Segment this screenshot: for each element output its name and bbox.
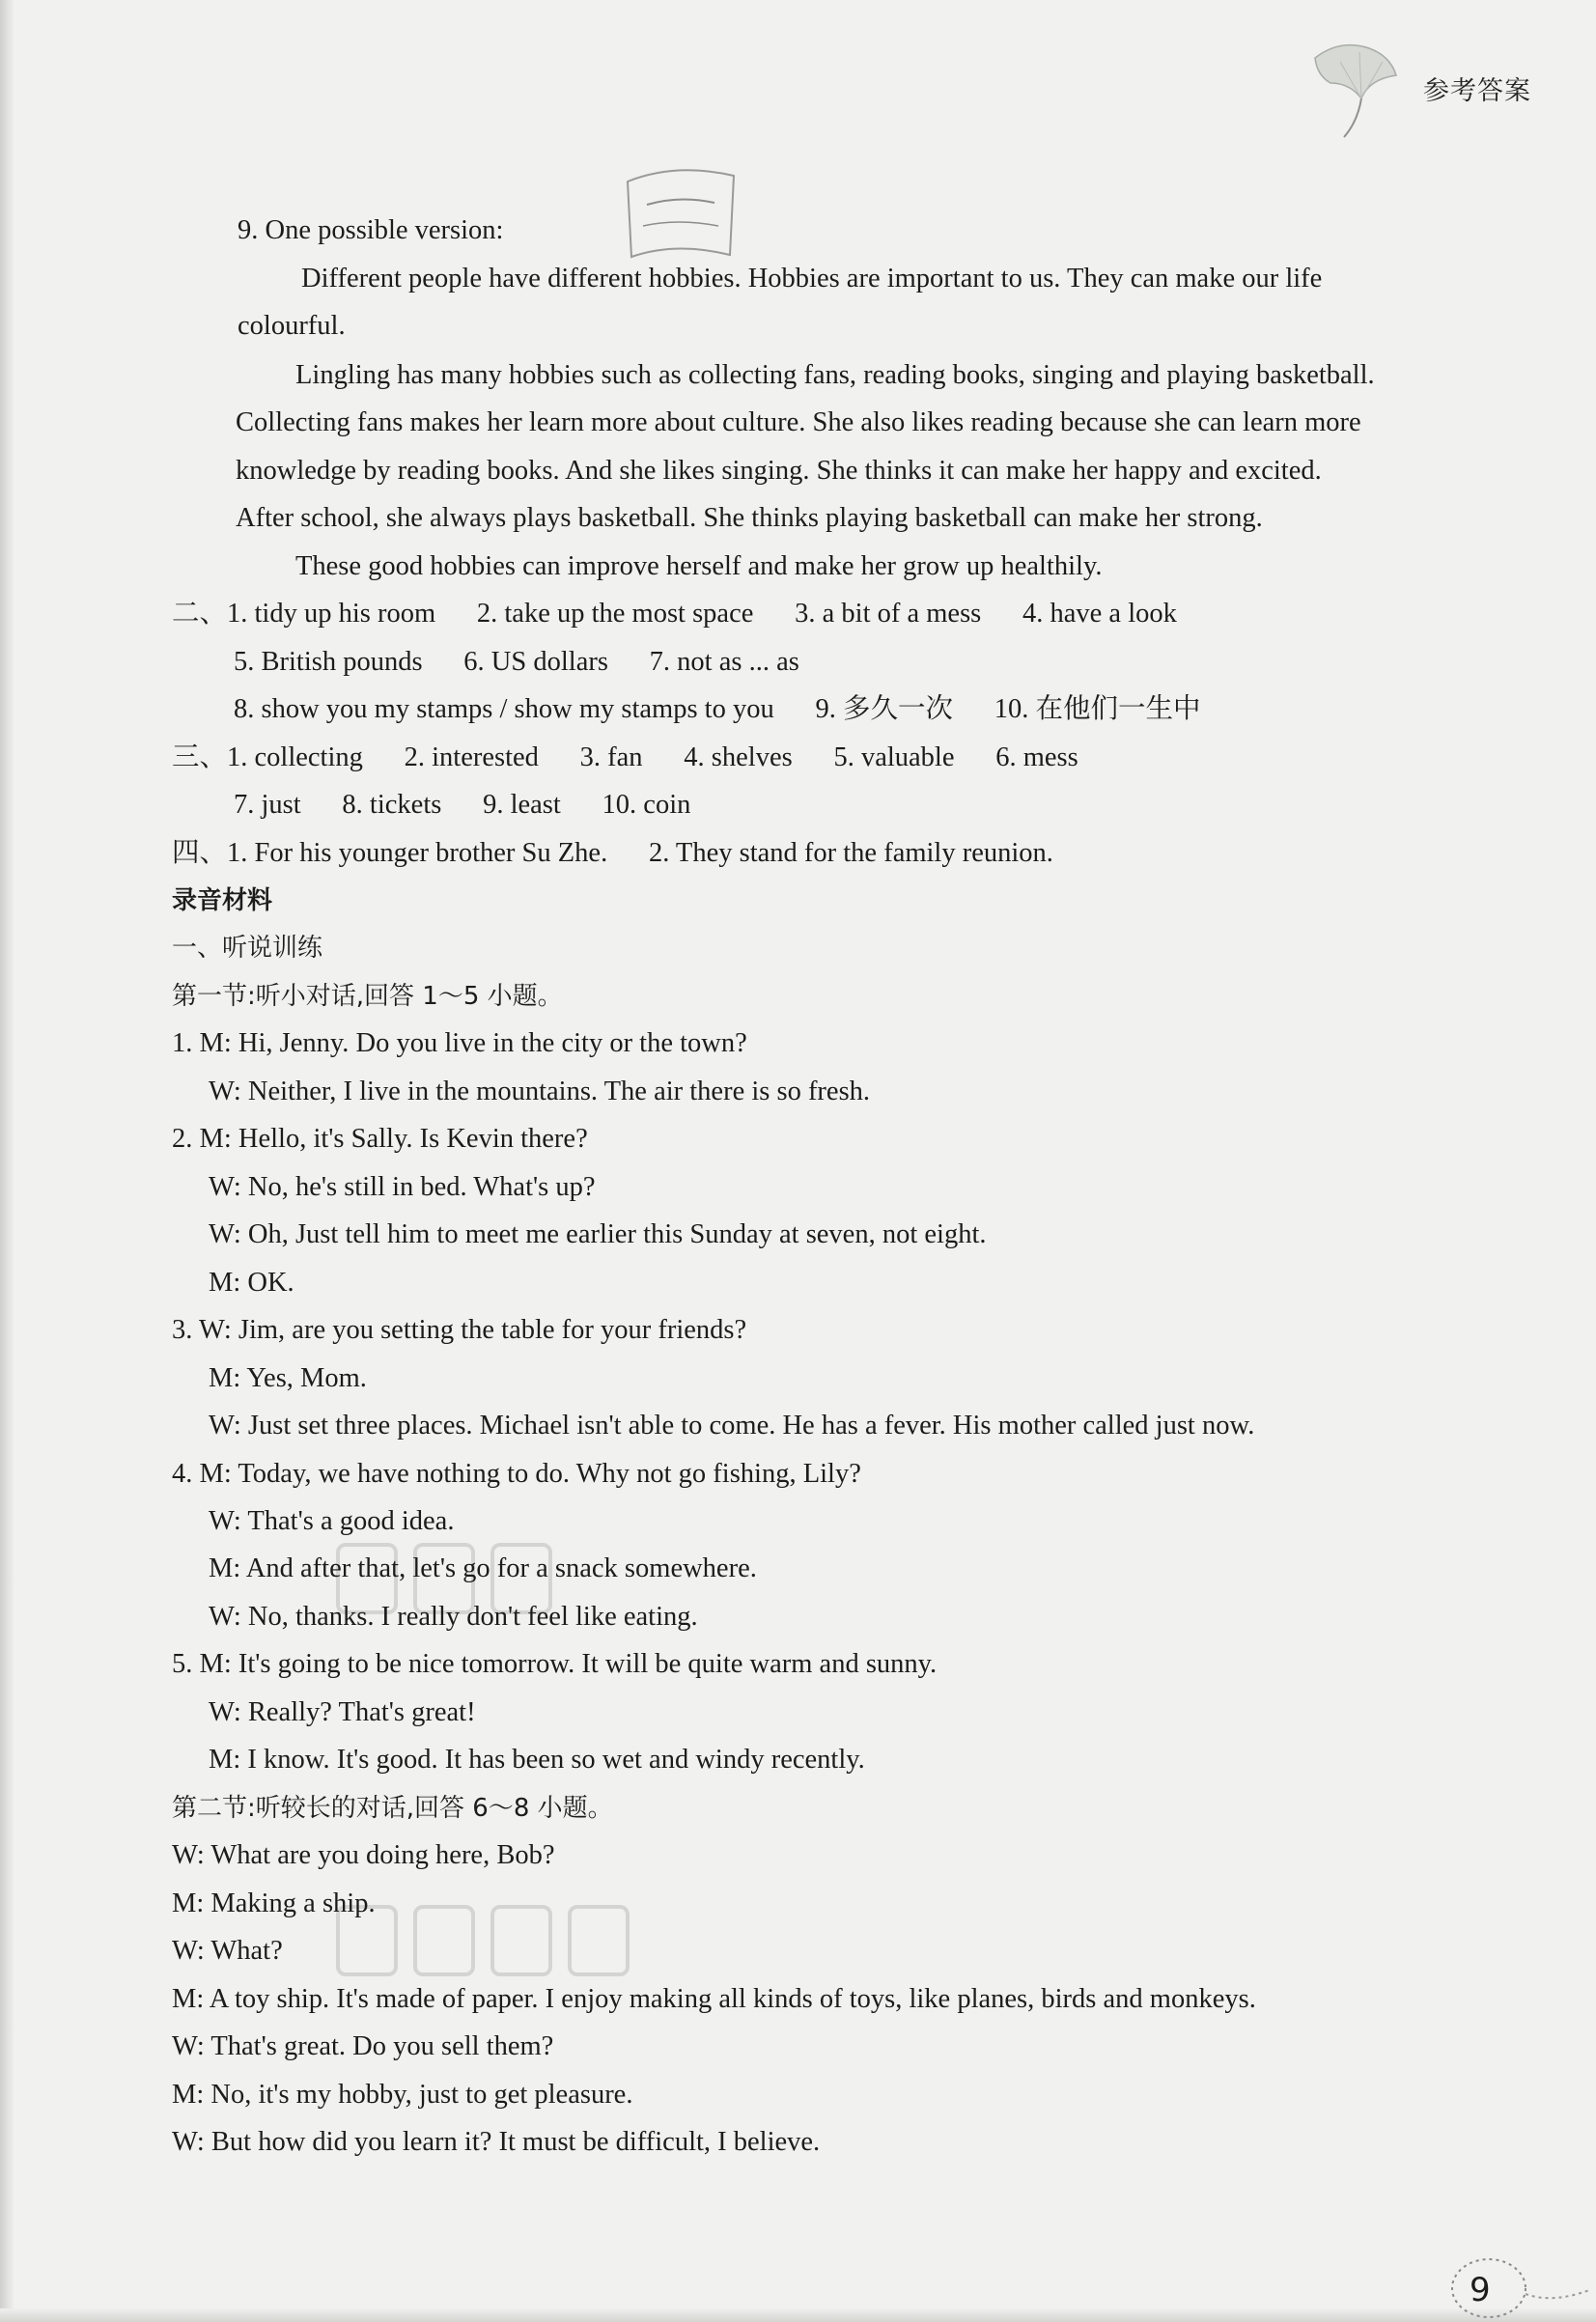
text-line: M: I know. It's good. It has been so wet and windy recently. (209, 1745, 865, 1775)
text-line: 7. just 8. tickets 9. least 10. coin (234, 790, 691, 820)
text-line: M: OK. (209, 1268, 294, 1298)
text-line: 5. British pounds 6. US dollars 7. not as ... as (234, 647, 799, 677)
text-line: Collecting fans makes her learn more about culture. She also likes reading because she can learn more (236, 407, 1361, 437)
section-heading: 一、听说训练 (172, 934, 323, 963)
text-line: W: Oh, Just tell him to meet me earlier this Sunday at seven, not eight. (209, 1219, 987, 1249)
text-line: W: What? (172, 1936, 283, 1966)
page-number-ring-icon (1446, 2252, 1591, 2321)
text-line: These good hobbies can improve herself and make her grow up healthily. (295, 551, 1103, 581)
text-line: After school, she always plays basketball. She thinks playing basketball can make her strong. (236, 503, 1263, 533)
text-line: 二、1. tidy up his room 2. take up the most space 3. a bit of a mess 4. have a look (172, 599, 1177, 629)
text-line: W: That's a good idea. (209, 1506, 455, 1536)
text-line: W: That's great. Do you sell them? (172, 2031, 554, 2061)
text-line: 5. M: It's going to be nice tomorrow. It will be quite warm and sunny. (172, 1649, 938, 1679)
header-label: 参考答案 (1423, 76, 1531, 106)
text-line: W: Neither, I live in the mountains. The air there is so fresh. (209, 1077, 871, 1106)
page-bottom-edge (0, 2308, 1596, 2322)
text-line: M: Making a ship. (172, 1888, 376, 1918)
text-line: 2. M: Hello, it's Sally. Is Kevin there? (172, 1124, 588, 1154)
text-line: M: Yes, Mom. (209, 1363, 367, 1393)
text-line: M: A toy ship. It's made of paper. I enjoy making all kinds of toys, like planes, birds and monkeys. (172, 1984, 1256, 2014)
text-line: 9. One possible version: (238, 215, 504, 245)
section-heading: 录音材料 (172, 886, 273, 915)
text-line: W: No, thanks. I really don't feel like eating. (209, 1602, 698, 1632)
text-line: 1. M: Hi, Jenny. Do you live in the city or the town? (172, 1028, 747, 1058)
text-line: W: But how did you learn it? It must be difficult, I believe. (172, 2127, 821, 2157)
page-number: 9 (1470, 2271, 1491, 2309)
text-line: M: And after that, let's go for a snack somewhere. (209, 1553, 757, 1583)
text-line: 3. W: Jim, are you setting the table for your friends? (172, 1315, 747, 1345)
text-line: Lingling has many hobbies such as collecting fans, reading books, singing and playing basketball. (295, 360, 1375, 390)
text-line: W: Really? That's great! (209, 1697, 476, 1727)
section-heading: 第二节:听较长的对话,回答 6～8 小题。 (172, 1794, 613, 1823)
section-heading: 第一节:听小对话,回答 1～5 小题。 (172, 982, 563, 1011)
homework-stamp-icon (618, 162, 743, 268)
text-line: W: No, he's still in bed. What's up? (209, 1172, 596, 1202)
text-line: Different people have different hobbies. Hobbies are important to us. They can make our life (301, 264, 1323, 294)
text-line: M: No, it's my hobby, just to get pleasure. (172, 2080, 633, 2110)
text-line: W: Just set three places. Michael isn't able to come. He has a fever. His mother called just now. (209, 1411, 1255, 1441)
ginkgo-leaf-icon (1302, 37, 1408, 143)
page-left-edge (0, 0, 14, 2322)
text-line: 四、1. For his younger brother Su Zhe. 2. They stand for the family reunion. (172, 838, 1053, 868)
text-line: 4. M: Today, we have nothing to do. Why not go fishing, Lily? (172, 1459, 861, 1489)
text-line: 三、1. collecting 2. interested 3. fan 4. shelves 5. valuable 6. mess (172, 742, 1078, 772)
text-line: colourful. (238, 311, 346, 341)
text-line: W: What are you doing here, Bob? (172, 1840, 555, 1870)
text-line: 8. show you my stamps / show my stamps to you 9. 多久一次 10. 在他们一生中 (234, 694, 1201, 724)
text-line: knowledge by reading books. And she likes singing. She thinks it can make her happy and excited. (236, 456, 1322, 486)
